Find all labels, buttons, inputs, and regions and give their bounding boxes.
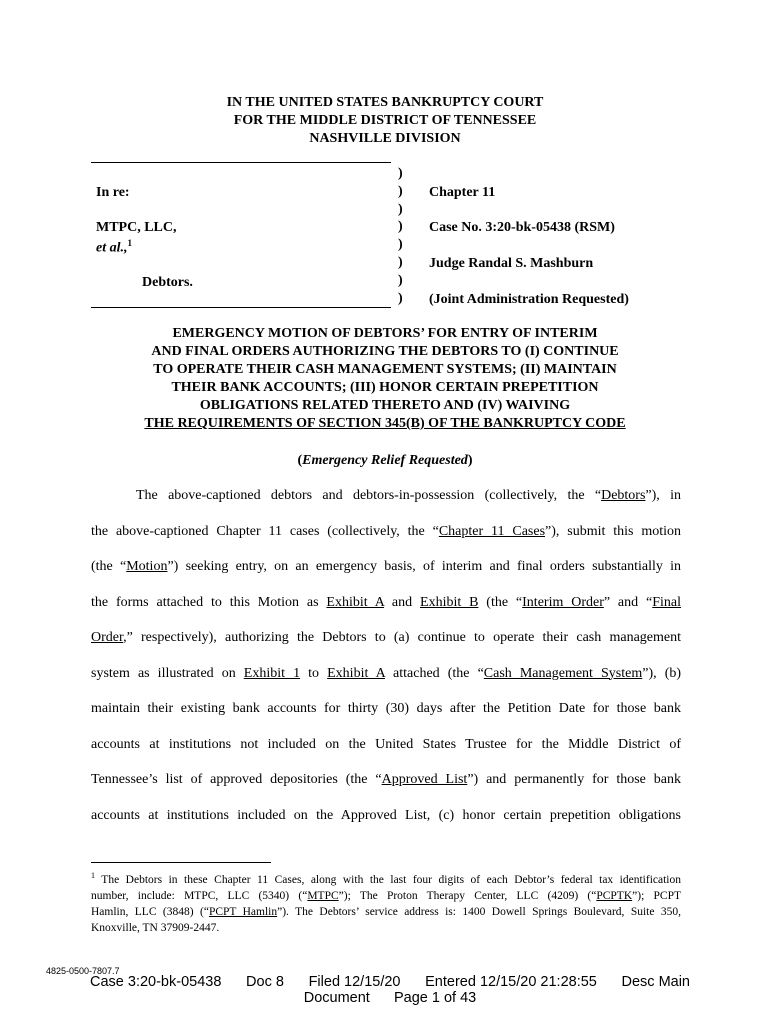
defined-term: Debtors xyxy=(601,488,646,503)
body-text: Tennessee’s list of approved depositories (the “ xyxy=(91,772,382,787)
stamp-filed: Filed 12/15/20 xyxy=(308,974,401,990)
body-text: (the “ xyxy=(91,559,127,574)
exhibit-ref: Exhibit A xyxy=(326,594,385,610)
body-text: system as illustrated on xyxy=(91,665,244,681)
body-text: ”), in xyxy=(645,488,681,503)
paren: ) xyxy=(398,219,403,235)
caption-bottom-rule xyxy=(91,307,391,308)
court-heading-line: FOR THE MIDDLE DISTRICT OF TENNESSEE xyxy=(233,113,537,128)
footnote-line xyxy=(91,888,681,904)
footnote-line: Knoxville, TN 37909-2447. xyxy=(91,921,220,934)
filing-stamp-line xyxy=(90,974,690,990)
paren: ) xyxy=(398,201,403,217)
footnote-text: ”); PCPT xyxy=(632,889,682,902)
body-text: The above-captioned debtors and debtors-in-possession (collectively, the “ xyxy=(136,488,602,503)
body-line xyxy=(91,592,681,628)
exhibit-ref: Exhibit B xyxy=(420,594,479,610)
body-text: ”), submit this motion xyxy=(545,523,681,539)
body-text: ,” respectively), authorizing the Debtors to (a) continue to operate their cash management xyxy=(123,630,681,645)
motion-title-line: THEIR BANK ACCOUNTS; (III) HONOR CERTAIN PREPETITION xyxy=(171,380,599,395)
body-text: ”) and permanently for those bank xyxy=(467,772,682,787)
defined-term: MTPC xyxy=(307,889,339,902)
emergency-close: ) xyxy=(467,453,473,468)
court-heading-line: IN THE UNITED STATES BANKRUPTCY COURT xyxy=(226,95,544,110)
caption-in-re: In re: xyxy=(96,185,130,200)
court-heading-line: NASHVILLE DIVISION xyxy=(309,131,461,146)
footnote xyxy=(91,868,681,936)
stamp-desc: Desc Main xyxy=(621,974,690,990)
defined-term: PCPTK xyxy=(596,889,633,902)
emergency-text: Emergency Relief Requested xyxy=(302,453,468,468)
motion-title-line: THE REQUIREMENTS OF SECTION 345(B) OF THE BANKRUPTCY CODE xyxy=(144,416,626,431)
stamp-page: Page 1 of 43 xyxy=(394,990,477,1006)
body-line xyxy=(91,663,681,699)
defined-term: Chapter 11 Cases xyxy=(438,523,546,539)
defined-term: Approved List xyxy=(381,772,468,787)
defined-term: Interim Order xyxy=(522,594,604,610)
body-line xyxy=(91,769,681,805)
defined-term: Order xyxy=(91,630,124,645)
body-text: the above-captioned Chapter 11 cases (collectively, the “ xyxy=(91,523,439,539)
body-text: the forms attached to this Motion as xyxy=(91,594,327,610)
motion-title-line: AND FINAL ORDERS AUTHORIZING THE DEBTORS TO (I) CONTINUE xyxy=(151,344,619,359)
footnote-text: number, include: MTPC, LLC (5340) (“ xyxy=(91,889,308,902)
body-line: accounts at institutions included on the Approved List, (c) honor certain prepetition obligations xyxy=(91,807,681,823)
et-al-text: et al., xyxy=(96,240,128,256)
body-text: attached (the “ xyxy=(384,665,484,681)
filing-stamp xyxy=(90,974,690,1006)
stamp-case: Case 3:20-bk-05438 xyxy=(90,974,222,990)
filing-stamp-line xyxy=(90,990,690,1006)
defined-term: Motion xyxy=(126,559,168,574)
body-text: ”) seeking entry, on an emergency basis, of interim and final orders substantially in xyxy=(167,559,681,574)
caption-top-rule xyxy=(91,162,391,163)
body-text: and xyxy=(384,594,421,610)
stamp-doc: Doc 8 xyxy=(246,974,284,990)
footnote-line xyxy=(91,904,681,920)
body-paragraph xyxy=(91,485,681,840)
stamp-entered: Entered 12/15/20 21:28:55 xyxy=(425,974,597,990)
footnote-text: ”). The Debtors’ service address is: 1400 Dowell Springs Boulevard, Suite 350, xyxy=(277,905,681,918)
exhibit-ref: Exhibit 1 xyxy=(243,665,301,681)
document-id: 4825-0500-7807.7 xyxy=(46,966,120,976)
footnote-rule xyxy=(91,862,271,863)
motion-title-line: TO OPERATE THEIR CASH MANAGEMENT SYSTEMS; (II) MAINTAIN xyxy=(153,362,617,377)
emergency-relief-requested xyxy=(0,453,770,469)
caption-judge: Judge Randal S. Mashburn xyxy=(429,256,594,271)
body-text: ” and “ xyxy=(603,594,653,610)
motion-title xyxy=(0,325,770,433)
footnote-text: ”); The Proton Therapy Center, LLC (4209) (“ xyxy=(338,889,597,902)
body-line: accounts at institutions not included on the United States Trustee for the Middle District of xyxy=(91,736,681,752)
paren: ) xyxy=(398,166,403,181)
defined-term: Cash Management System xyxy=(483,665,643,681)
caption-debtors-label: Debtors. xyxy=(142,275,193,290)
motion-title-line: EMERGENCY MOTION OF DEBTORS’ FOR ENTRY OF INTERIM xyxy=(172,326,598,341)
exhibit-ref: Exhibit A xyxy=(327,665,385,681)
footnote-text: The Debtors in these Chapter 11 Cases, along with the last four digits of each Debtor’s federal tax identification xyxy=(101,873,681,886)
court-heading xyxy=(0,94,770,148)
paren: ) xyxy=(398,254,403,270)
paren: ) xyxy=(398,237,403,253)
motion-title-line: OBLIGATIONS RELATED THERETO AND (IV) WAIVING xyxy=(199,398,571,413)
stamp-document: Document xyxy=(303,990,370,1006)
caption-chapter: Chapter 11 xyxy=(429,185,496,200)
footnote-line xyxy=(91,868,681,888)
paren: ) xyxy=(398,272,403,288)
body-text: (the “ xyxy=(478,594,523,610)
footnote-number: 1 xyxy=(91,871,95,880)
body-line xyxy=(91,521,681,557)
caption-parens xyxy=(398,165,403,307)
emergency-open: ( xyxy=(297,453,303,468)
caption-joint-admin: (Joint Administration Requested) xyxy=(429,292,629,307)
footnote-ref: 1 xyxy=(127,238,132,248)
body-text: to xyxy=(300,665,328,681)
defined-term: PCPT Hamlin xyxy=(208,905,278,918)
defined-term: Final xyxy=(652,594,681,610)
paren: ) xyxy=(398,290,403,306)
body-line xyxy=(91,485,681,521)
caption-et-al xyxy=(96,238,132,257)
body-line xyxy=(91,627,681,663)
caption-case-no: Case No. 3:20-bk-05438 (RSM) xyxy=(429,220,615,235)
body-line xyxy=(91,556,681,592)
caption-debtor-name: MTPC, LLC, xyxy=(96,220,177,235)
body-text: ”), (b) xyxy=(642,665,682,681)
body-line: maintain their existing bank accounts for thirty (30) days after the Petition Date for those bank xyxy=(91,701,681,716)
footnote-text: Hamlin, LLC (3848) (“ xyxy=(91,905,209,918)
paren: ) xyxy=(398,183,403,199)
